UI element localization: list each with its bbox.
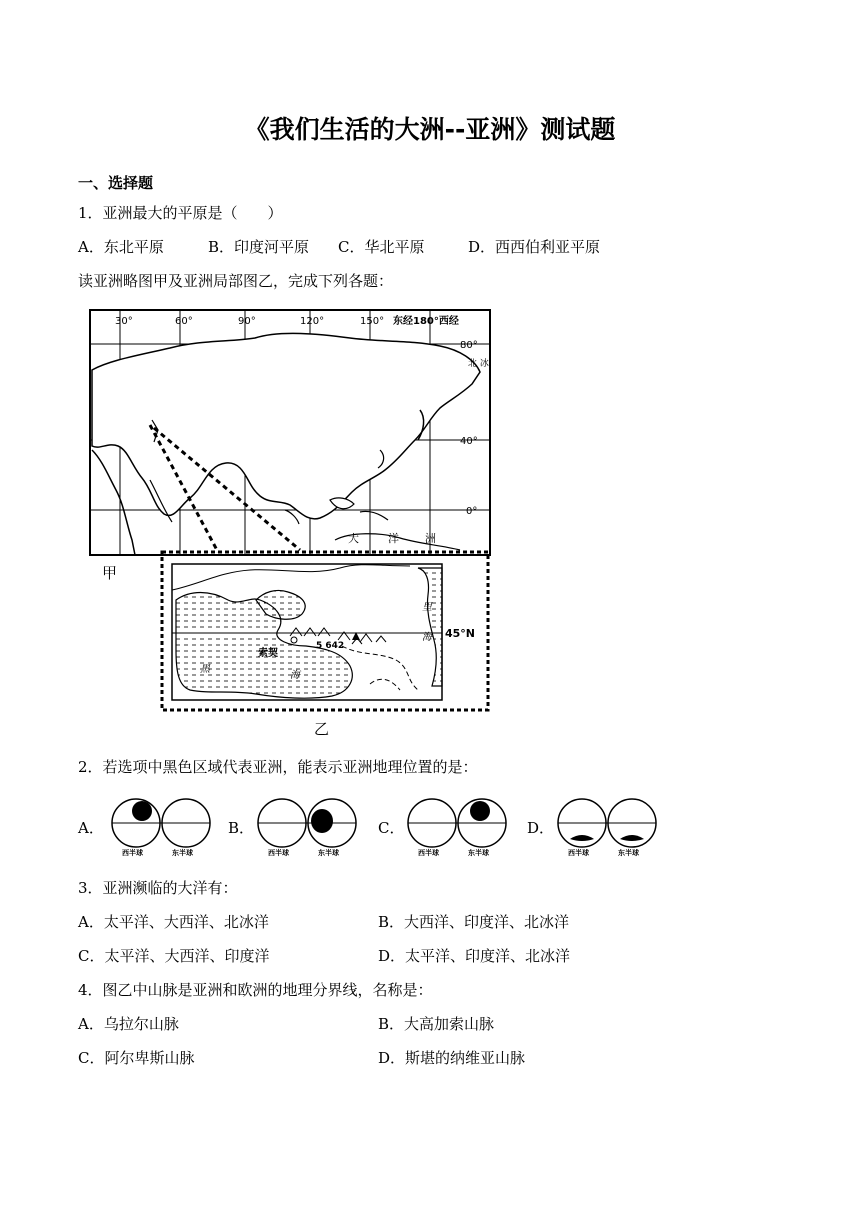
question-2-option-b-label[interactable]: B． xyxy=(228,819,255,837)
inset-caspian-label: 索契 xyxy=(258,648,278,659)
svg-text:西半球: 西半球 xyxy=(122,849,143,857)
option-d-hemispheres[interactable] xyxy=(556,795,660,859)
option-c-hemispheres[interactable] xyxy=(406,795,510,859)
question-1-option-a[interactable]: A．东北平原 xyxy=(78,238,164,256)
question-4-option-c[interactable]: C．阿尔卑斯山脉 xyxy=(78,1049,195,1067)
inset-black-sea-char-1: 黑 xyxy=(200,664,210,675)
question-3-option-a[interactable]: A．太平洋、大西洋、北冰洋 xyxy=(78,913,269,931)
lon-label-180: 东经180°西经 xyxy=(393,316,459,327)
svg-text:西半球: 西半球 xyxy=(268,849,289,857)
asia-map-figure xyxy=(80,300,500,740)
inset-peak-elevation: 5 642 xyxy=(316,641,345,651)
question-2-option-d-label[interactable]: D． xyxy=(527,819,555,837)
lon-label-150: 150° xyxy=(360,316,385,327)
map-label-jia: 甲 xyxy=(102,564,118,582)
svg-text:东半球: 东半球 xyxy=(468,849,489,857)
map-instructions: 读亚洲略图甲及亚洲局部图乙，完成下列各题： xyxy=(78,272,394,290)
question-1-option-c[interactable]: C．华北平原 xyxy=(338,238,425,256)
inset-side-sea-char-1: 里 xyxy=(422,602,432,613)
option-b-hemispheres[interactable] xyxy=(256,795,360,859)
section-heading: 一、选择题 xyxy=(78,174,154,192)
asia-blob-icon xyxy=(311,809,333,833)
ocean-char-2: 洋 xyxy=(388,532,399,545)
asia-blob-icon xyxy=(132,801,152,821)
inset-side-sea-char-2: 海 xyxy=(422,632,432,643)
question-1-option-b[interactable]: B．印度河平原 xyxy=(208,238,310,256)
lon-label-60: 60° xyxy=(175,316,193,327)
svg-text:东半球: 东半球 xyxy=(318,849,339,857)
question-1-stem: 1．亚洲最大的平原是（ ） xyxy=(78,204,283,222)
question-2-option-c-label[interactable]: C． xyxy=(378,819,405,837)
inset-lat-label: 45°N xyxy=(445,627,476,640)
lon-label-30: 30° xyxy=(115,316,133,327)
map-label-yi: 乙 xyxy=(314,720,330,738)
lat-label-0: 0° xyxy=(466,506,478,517)
asia-blob-icon xyxy=(470,801,490,821)
inset-black-sea-char-2: 海 xyxy=(290,670,300,681)
lon-label-90: 90° xyxy=(238,316,256,327)
question-3-option-d[interactable]: D．太平洋、印度洋、北冰洋 xyxy=(378,947,571,965)
question-3-option-c[interactable]: C．太平洋、大西洋、印度洋 xyxy=(78,947,270,965)
lon-label-120: 120° xyxy=(300,316,325,327)
ocean-char-3: 洲 xyxy=(425,532,436,545)
svg-text:西半球: 西半球 xyxy=(568,849,589,857)
question-4-option-a[interactable]: A．乌拉尔山脉 xyxy=(78,1015,179,1033)
question-4-option-b[interactable]: B．大高加索山脉 xyxy=(378,1015,495,1033)
question-1-option-d[interactable]: D．西西伯利亚平原 xyxy=(468,238,601,256)
page-title: 《我们生活的大洲--亚洲》测试题 xyxy=(244,115,616,144)
question-3-stem: 3．亚洲濒临的大洋有： xyxy=(78,879,238,897)
lat-label-80: 80° xyxy=(460,340,478,351)
svg-text:东半球: 东半球 xyxy=(618,849,639,857)
question-2-stem: 2．若选项中黑色区域代表亚洲，能表示亚洲地理位置的是： xyxy=(78,758,478,776)
ocean-char-1: 大 xyxy=(348,532,359,545)
svg-text:西半球: 西半球 xyxy=(418,849,439,857)
question-4-stem: 4．图乙中山脉是亚洲和欧洲的地理分界线，名称是： xyxy=(78,981,433,999)
question-2-option-a-label[interactable]: A． xyxy=(78,819,104,837)
arctic-ocean-label: 北 冰 xyxy=(468,359,489,369)
question-4-option-d[interactable]: D．斯堪的纳维亚山脉 xyxy=(378,1049,526,1067)
question-3-option-b[interactable]: B．大西洋、印度洋、北冰洋 xyxy=(378,913,570,931)
svg-text:东半球: 东半球 xyxy=(172,849,193,857)
option-a-hemispheres[interactable] xyxy=(110,795,214,859)
lat-label-40: 40° xyxy=(460,436,478,447)
